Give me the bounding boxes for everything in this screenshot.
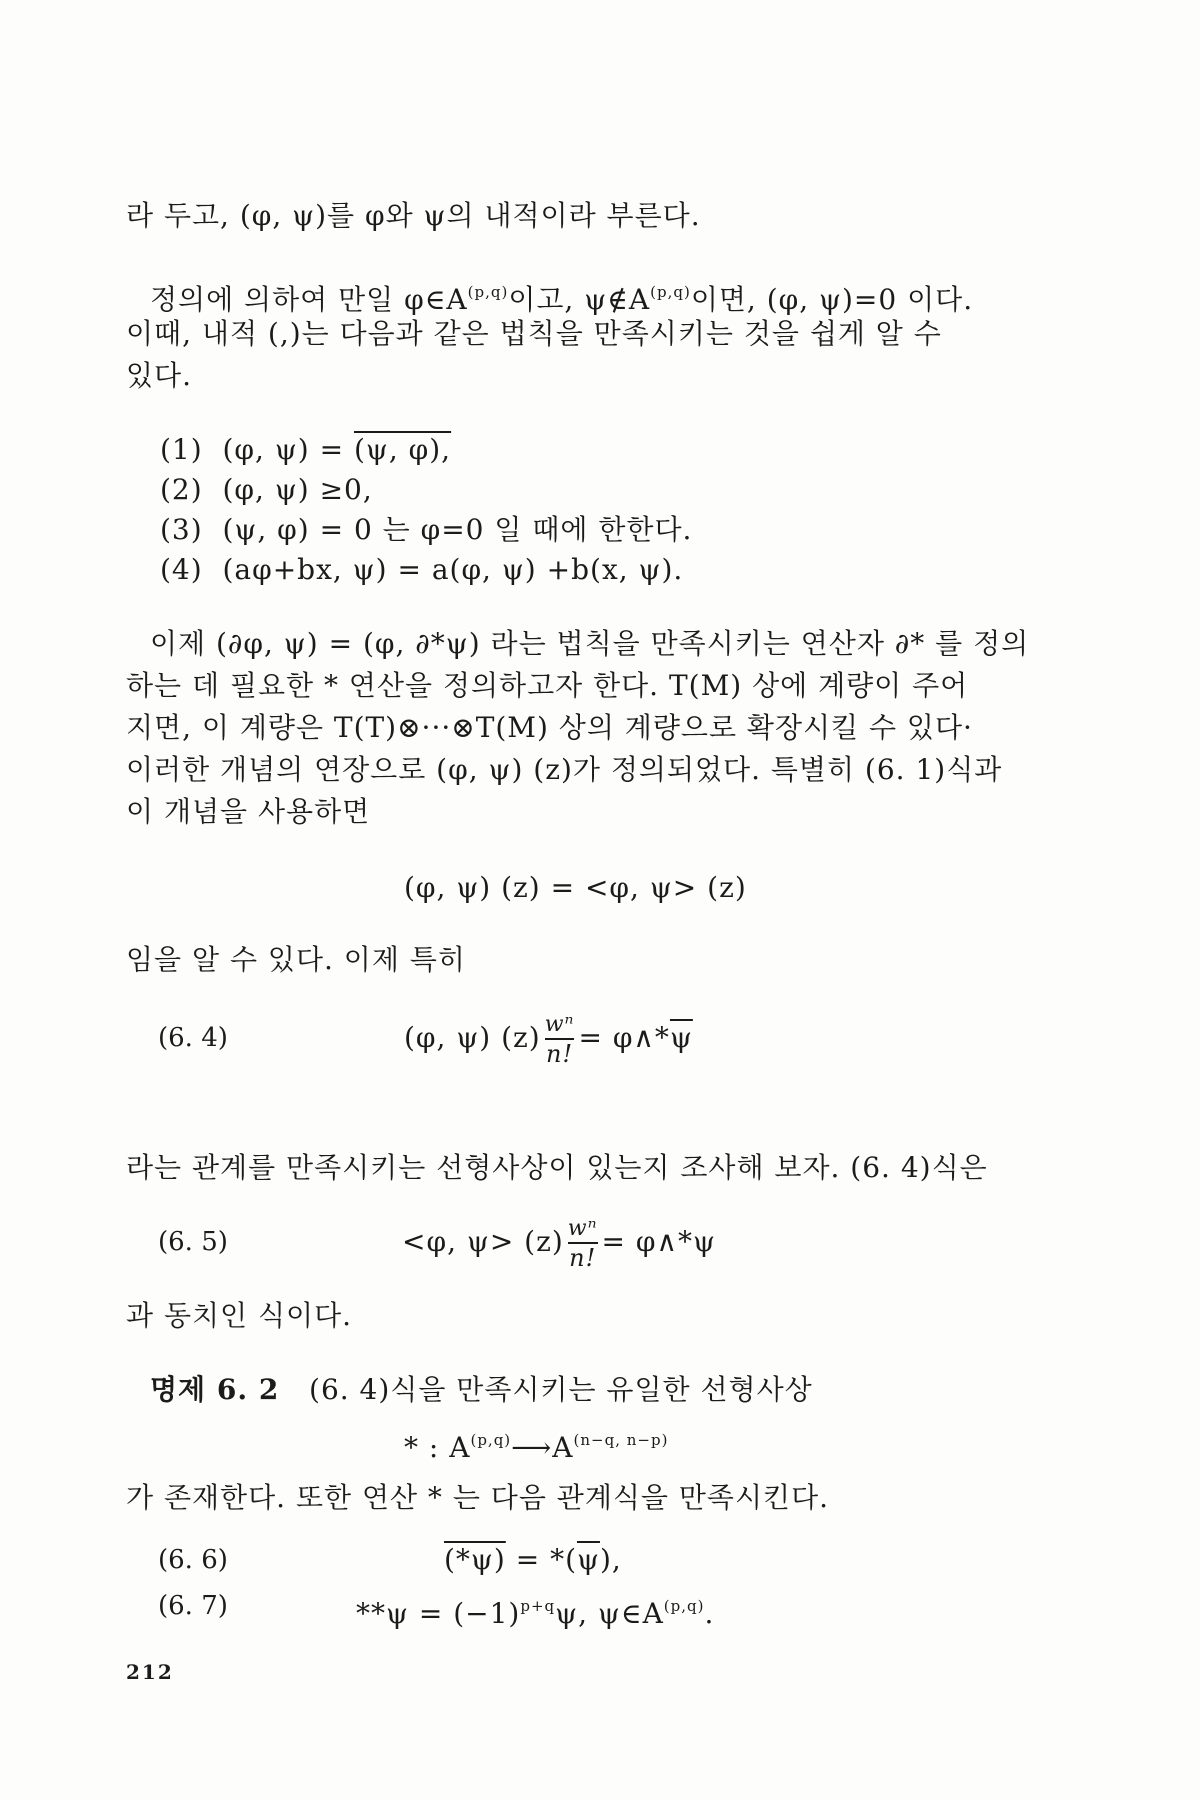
formula: ⟶A	[511, 1431, 574, 1464]
rule-number: (1)	[160, 433, 203, 466]
formula: <φ, ψ> (z)	[402, 1225, 564, 1258]
numerator: wⁿ	[567, 1215, 598, 1241]
paragraph-line: 이러한 개념의 연장으로 (φ, ψ) (z)가 정의되었다. 특별히 (6. 1)식과	[126, 753, 1003, 786]
superscript: (n−q, n−p)	[573, 1431, 669, 1449]
denominator: n!	[569, 1243, 597, 1272]
text-span: 이고, ψ∉A	[508, 283, 651, 316]
equation-6-6	[444, 1540, 622, 1580]
paragraph-line	[150, 272, 973, 320]
text-span: 이면, (φ, ψ)=0 이다.	[690, 283, 974, 316]
rule-number: (4)	[160, 553, 203, 586]
formula: = *(	[505, 1543, 577, 1576]
formula: **ψ = (−1)	[356, 1597, 521, 1630]
superscript: (p,q)	[470, 1431, 512, 1449]
proposition-text: (6. 4)식을 만족시키는 유일한 선형사상	[309, 1373, 813, 1406]
paragraph-line: 이때, 내적 (,)는 다음과 같은 법칙을 만족시키는 것을 쉽게 알 수	[126, 317, 942, 350]
centered-equation: (φ, ψ) (z) = <φ, ψ> (z)	[404, 871, 747, 904]
proposition-label: 명제 6. 2	[150, 1373, 280, 1406]
equation-number: (6. 7)	[158, 1591, 228, 1621]
formula: ),	[599, 1543, 622, 1576]
text-span: 정의에 의하여 만일 φ∈A	[150, 283, 468, 316]
formula: (φ, ψ) (z)	[404, 1021, 541, 1054]
paragraph-line: 라 두고, (φ, ψ)를 φ와 ψ의 내적이라 부른다.	[126, 199, 701, 232]
paragraph-line: 지면, 이 계량은 T(T)⊗···⊗T(M) 상의 계량으로 확장시킬 수 있다·	[126, 711, 973, 744]
paragraph-line: 하는 데 필요한 * 연산을 정의하고자 한다. T(M) 상에 계량이 주어	[126, 669, 969, 702]
superscript: (p,q)	[467, 283, 509, 301]
formula: (φ, ψ) ≥0,	[222, 473, 373, 506]
paragraph-line: 가 존재한다. 또한 연산 * 는 다음 관계식을 만족시킨다.	[126, 1481, 830, 1514]
equation-number: (6. 4)	[158, 1023, 228, 1053]
formula-overline: (*ψ)	[444, 1543, 506, 1576]
superscript: (p,q)	[650, 283, 691, 301]
formula-overline: $\overline{\psi}$	[669, 1021, 693, 1054]
page-number: 212	[126, 1660, 174, 1684]
equation-6-5	[402, 1204, 716, 1280]
rule-1	[160, 430, 451, 470]
paragraph-line: 이 개념을 사용하면	[126, 795, 371, 828]
equation-6-4	[404, 1000, 693, 1076]
rule-number: (3)	[160, 513, 203, 546]
rule-3	[160, 510, 692, 550]
formula: * : A	[404, 1431, 471, 1464]
rule-4	[160, 550, 683, 590]
rule-number: (2)	[160, 473, 203, 506]
paragraph-line: 이제 (∂φ, ψ) = (φ, ∂*ψ) 라는 법칙을 만족시키는 연산자 ∂* 를 정의	[150, 627, 1030, 660]
superscript: p+q	[520, 1597, 556, 1615]
proposition	[150, 1370, 813, 1410]
fraction	[545, 1012, 575, 1068]
paragraph-line: 라는 관계를 만족시키는 선형사상이 있는지 조사해 보자. (6. 4)식은	[126, 1151, 988, 1184]
formula: (φ, ψ) =	[222, 433, 354, 466]
equation-6-7	[356, 1586, 714, 1634]
equation-number: (6. 6)	[158, 1545, 228, 1575]
formula: ψ, ψ∈A	[555, 1597, 664, 1630]
denominator: n!	[546, 1039, 574, 1068]
superscript: (p,q)	[663, 1597, 705, 1615]
formula-overline: $\overline{\psi}$	[577, 1543, 600, 1576]
formula: (aφ+bx, ψ) = a(φ, ψ) +b(x, ψ).	[222, 553, 684, 586]
paragraph-line: 있다.	[126, 359, 192, 392]
rule-2	[160, 470, 373, 510]
formula: = φ∧*	[578, 1021, 670, 1054]
paragraph-line: 임을 알 수 있다. 이제 특히	[126, 943, 466, 976]
formula: .	[704, 1597, 715, 1630]
numerator: wⁿ	[544, 1011, 575, 1037]
paragraph-line: 과 동치인 식이다.	[126, 1299, 353, 1332]
equation-number: (6. 5)	[158, 1227, 228, 1257]
formula: (ψ, φ) = 0 는 φ=0 일 때에 한한다.	[222, 513, 693, 546]
formula-overline: (ψ, φ),	[353, 433, 452, 466]
linear-map	[404, 1420, 668, 1468]
fraction	[568, 1216, 598, 1272]
formula: = φ∧*ψ	[601, 1225, 716, 1258]
